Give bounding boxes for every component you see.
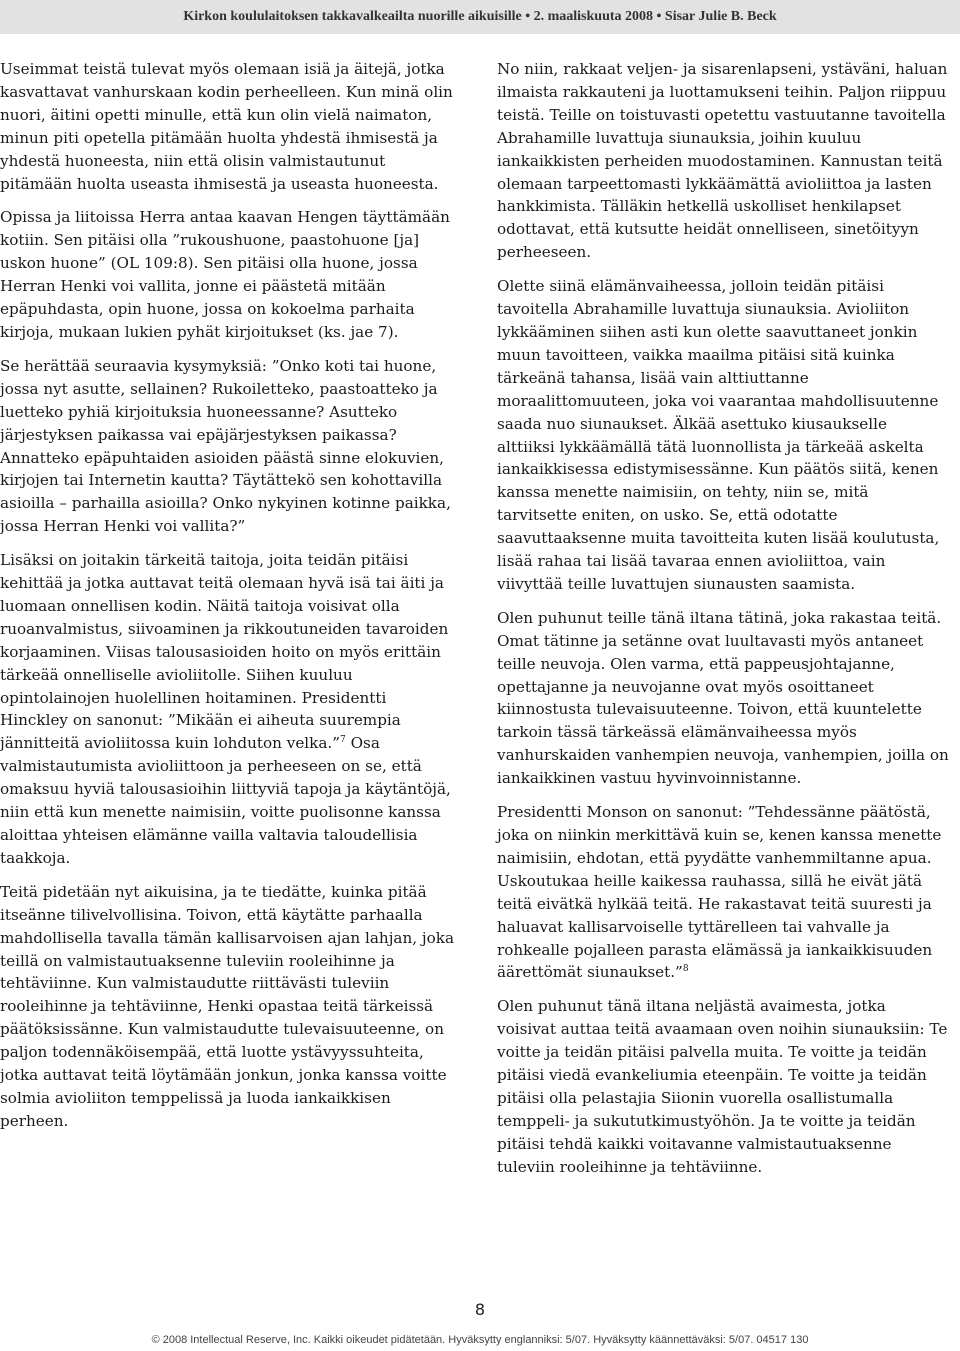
running-header [0, 0, 960, 34]
paragraph: Olette siinä elämänvaiheessa, jolloin teidän pitäisi tavoitella Abrahamille luvattuja siunauksia. Avioliiton lykkääminen siihen asti kun olette saavuttaneet jonkin muun tavoitteen, vaikka maailma pitäisi sitä kuinka tärkeänä tahansa, lisää vain alttiuttanne moraalittomuuteen, joka voi vaarantaa mahdollisuutenne saada nuo siunaukset. Älkää asettuko kiusaukselle alttiiksi lykkäämällä tätä luonnollista ja tärkeää askelta iankaikkisessa edistymisessänne. Kun päätös siitä, kenen kanssa menette naimisiin, on tehty, niin se, mitä tarvitsette eniten, on usko. Se, että odotatte saavuttaaksenne muita tavoitteita kuten lisää koulutusta, lisää rahaa tai lisää tavaraa ennen avioliittoa, vain viivyttää teille luvattujen siunausten saamista. [497, 277, 940, 593]
paragraph: Presidentti Monson on sanonut: ”Tehdessänne päätöstä, joka on niinkin merkittävä kuin se, kenen kanssa menette naimisiin, ehdotan, että pyydätte vanhemmiltanne apua. Uskoutukaa heille kaikessa rauhassa, sillä he eivät jätä teitä eivätkä hylkää teitä. He rakastavat teitä suuresti ja haluavat kallisarvoiselle tyttärelleen tai vahvalle ja rohkealle pojalleen parasta elämässä ja iankaikkisuuden äärettömät siunaukset.”$^8$ [497, 803, 942, 982]
page-number: 8 [474, 1300, 486, 1319]
left-column [0, 58, 454, 1144]
footnote-ref: 7 [340, 735, 346, 746]
paragraph: Useimmat teistä tulevat myös olemaan isiä ja äitejä, jotka kasvattavat vanhurskaan kodin perheelleen. Kun minä olin nuori, äitini opetti minulle, että kun olin vielä naimaton, minun piti opetella pitämään huolta yhdestä ihmisestä ja yhdestä huoneesta, niin että olisin valmistautunut pitämään huolta useasta ihmisestä ja useasta huoneesta. [0, 60, 453, 193]
paragraph: Olen puhunut tänä iltana neljästä avaimesta, jotka voisivat auttaa teitä avaamaan oven noihin siunauksiin: Te voitte ja teidän pitäisi palvella muita. Te voitte ja teidän pitäisi viedä evankeliumia eteenpäin. Te voitte ja teidän pitäisi olla pelastajia Siionin vuorella osallistumalla temppeli- ja sukututkimustyöhön. Ja te voitte ja teidän pitäisi tehdä kaikki voitavanne valmistautuaksenne tuleviin rooleihinne ja tehtäviinne. [497, 997, 948, 1176]
paragraph: Opissa ja liitoissa Herra antaa kaavan Hengen täyttämään kotiin. Sen pitäisi olla ”rukoushuone, paastohuone [ja] uskon huone” (OL 109:8). Sen pitäisi olla huone, jossa Herran Henki voi vallita, jonne ei päästetä mitään epäpuhdasta, opin huone, jossa on kokoelma parhaita kirjoja, mukaan lukien pyhät kirjoitukset (ks. jae 7). [0, 208, 450, 341]
paragraph: Lisäksi on joitakin tärkeitä taitoja, joita teidän pitäisi kehittää ja jotka auttavat teitä olemaan hyvä isä tai äiti ja luomaan onnellisen kodin. Näitä taitoja voisivat olla ruoanvalmistus, siivoaminen ja rikkoutuneiden tavaroiden korjaaminen. Viisas talousasioiden hoito on myös erittäin tärkeää onnelliselle avioliitolle. Siihen kuuluu opintolainojen huolellinen hoitaminen. Presidentti Hinckley on sanonut: ”Mikään ei aiheuta suurempia jännitteitä avioliitossa kuin lohduton velka.”$^7$ Osa valmistautumista avioliittoon ja perheeseen on se, että omaksuu hyviä talousasioihin liittyviä tapoja ja käytäntöjä, niin että kun menette naimisiin, voitte puolisonne kanssa aloittaa yhteisen elämänne vailla valtavia taloudellisia taakkoja. [0, 551, 451, 867]
footnote-ref: 8 [682, 964, 689, 975]
copyright-footer: © 2008 Intellectual Reserve, Inc. Kaikki oikeudet pidätetään. Hyväksytty englanniksi: 5/07. Hyväksytty käännettäväksi: 5/07. 04517 130 [151, 1334, 809, 1346]
header-title: Kirkon koululaitoksen takkavalkeailta nuorille aikuisille • 2. maaliskuuta 2008 • Sisar Julie B. Beck [183, 9, 777, 24]
paragraph: Se herättää seuraavia kysymyksiä: ”Onko koti tai huone, jossa nyt asutte, sellainen? Rukoiletteko, paastoatteko ja luetteko pyhiä kirjoituksia huoneessanne? Asutteko järjestyksen paikassa vai epäjärjestyksen paikassa? Annatteko epäpuhtaiden asioiden päästä sinne elokuvien, kirjojen tai Internetin kautta? Täytättekö sen kohottavilla asioilla – parhailla asioilla? Onko nykyinen kotinne paikka, jossa Herran Henki voi vallita?” [0, 356, 451, 536]
paragraph: No niin, rakkaat veljen- ja sisarenlapseni, ystäväni, haluan ilmaista rakkauteni ja luottamukseni teihin. Paljon riippuu teistä. Teille on toistuvasti opetettu vastuutanne tavoitella Abrahamille luvattuja siunauksia, joihin kuuluu iankaikkisten perheiden muodostaminen. Kannustan teitä olemaan tarpeettomasti lykkäämättä avioliittoa ja lasten hankkimista. Tälläkin hetkellä uskolliset henkilapset odottavat, että kutsutte heidät onnelliseen, sinetöityyn perheeseen. [497, 60, 948, 262]
right-column [497, 58, 949, 1190]
paragraph: Olen puhunut teille tänä iltana tätinä, joka rakastaa teitä. Omat tätinne ja setänne ovat luultavasti myös antaneet teille neuvoja. Olen varma, että pappeusjohtajanne, opettajanne ja neuvojanne ovat myös osoittaneet kiinnostusta tulevaisuuteenne. Toivon, että kuuntelette tarkoin tässä tärkeässä elämänvaiheessa myös vanhurskaiden vanhempien neuvoja, vanhempien, joilla on iankaikkinen vastuu hyvinvoinnistanne. [497, 608, 949, 788]
paragraph: Teitä pidetään nyt aikuisina, ja te tiedätte, kuinka pitää itseänne tilivelvollisina. Toivon, että käytätte parhaalla mahdollisella tavalla tämän kallisarvoisen ajan lahjan, joka teillä on valmistautuaksenne tuleviin rooleihinne ja tehtäviinne. Kun valmistaudutte riittävästi tuleviin rooleihinne ja tehtäviinne, Henki opastaa teitä tärkeissä päätöksissänne. Kun valmistaudutte tulevaisuuteenne, on paljon todennäköisempää, että luotte ystävyyssuhteita, jotka auttavat teitä löytämään jonkun, jonka kanssa voitte solmia avioliiton temppelissä ja luoda iankaikkisen perheen. [0, 882, 455, 1130]
